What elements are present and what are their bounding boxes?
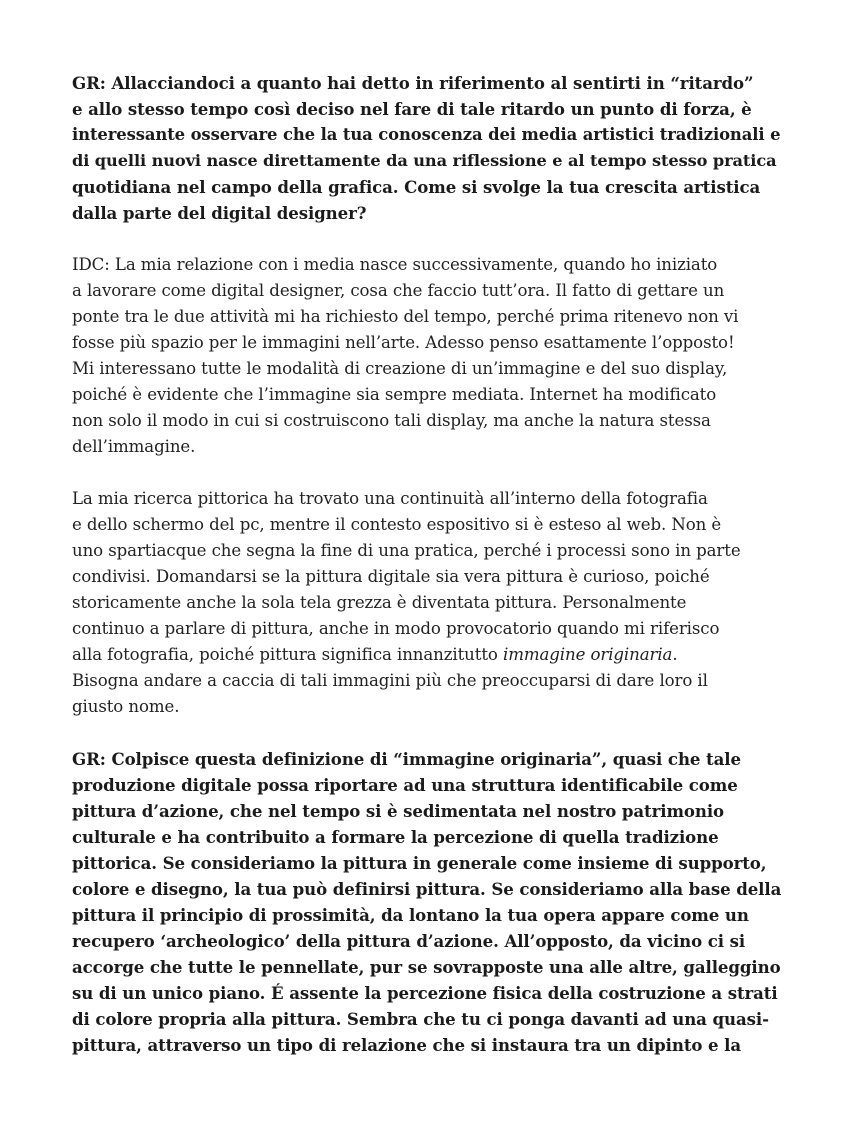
text-line: non solo il modo in cui si costruiscono tali display, ma anche la natura stessa [72,411,711,430]
document-page [72,70,784,1084]
text-line: La mia ricerca pittorica ha trovato una continuità all’interno della fotografia [72,489,708,508]
text-line: culturale e ha contribuito a formare la percezione di quella tradizione [72,827,719,847]
text-line-with-italic [72,642,784,668]
italic-term: immagine originaria [502,645,673,664]
text-segment: alla fotografia, poiché pittura significa innanzitutto [72,645,503,664]
text-line: Bisogna andare a caccia di tali immagini più che preoccuparsi di dare loro il [72,671,708,690]
text-line: pittura, attraverso un tipo di relazione che si instaura tra un dipinto e la [72,1035,742,1055]
text-line: interessante osservare che la tua conoscenza dei media artistici tradizionali e [72,125,781,144]
text-segment: . [672,645,678,664]
text-line: a lavorare come digital designer, cosa che faccio tutt’ora. Il fatto di gettare un [72,281,725,300]
text-line: su di un unico piano. É assente la percezione fisica della costruzione a strati [72,983,778,1003]
text-line: dalla parte del digital designer? [72,203,367,223]
text-line: e allo stesso tempo così deciso nel fare di tale ritardo un punto di forza, è [72,99,752,119]
text-line: condivisi. Domandarsi se la pittura digitale sia vera pittura è curioso, poiché [72,567,710,586]
text-line: recupero ‘archeologico’ della pittura d’azione. All’opposto, da vicino ci si [72,931,746,951]
text-line: pittura il principio di prossimità, da lontano la tua opera appare come un [72,905,749,925]
text-line: continuo a parlare di pittura, anche in modo provocatorio quando mi riferisco [72,619,720,638]
text-line: dell’immagine. [72,437,196,456]
text-line: colore e disegno, la tua può definirsi pittura. Se consideriamo alla base della [72,879,782,899]
text-line: poiché è evidente che l’immagine sia sempre mediata. Internet ha modificato [72,385,717,404]
text-line: accorge che tutte le pennellate, pur se sovrapposte una alle altre, galleggino [72,957,781,977]
text-line: pittura d’azione, che nel tempo si è sedimentata nel nostro patrimonio [72,801,725,821]
text-line: uno spartiacque che segna la fine di una pratica, perché i processi sono in parte [72,541,741,560]
text-line: quotidiana nel campo della grafica. Come si svolge la tua crescita artistica [72,177,761,197]
text-line: di quelli nuovi nasce direttamente da una riflessione e al tempo stesso pratica [72,151,777,170]
text-line: GR: Colpisce questa definizione di “immagine originaria”, quasi che tale [72,749,741,769]
question-paragraph-gr-2 [72,746,784,1058]
text-line: fosse più spazio per le immagini nell’arte. Adesso penso esattamente l’opposto! [72,333,735,352]
text-line: GR: Allacciandoci a quanto hai detto in riferimento al sentirti in “ritardo” [72,73,754,93]
text-line: e dello schermo del pc, mentre il contesto espositivo si è esteso al web. Non è [72,515,722,534]
text-line: produzione digitale possa riportare ad una struttura identificabile come [72,775,738,795]
text-line: storicamente anche la sola tela grezza è diventata pittura. Personalmente [72,593,687,612]
text-line: IDC: La mia relazione con i media nasce successivamente, quando ho iniziato [72,255,718,274]
answer-paragraph-idc-2 [72,486,784,720]
question-paragraph-gr-1 [72,70,784,226]
text-line: ponte tra le due attività mi ha richiesto del tempo, perché prima ritenevo non vi [72,307,739,326]
text-line: giusto nome. [72,697,180,716]
text-line: pittorica. Se consideriamo la pittura in generale come insieme di supporto, [72,853,767,873]
text-line: di colore propria alla pittura. Sembra che tu ci ponga davanti ad una quasi- [72,1009,769,1029]
answer-paragraph-idc-1 [72,252,784,460]
text-line: Mi interessano tutte le modalità di creazione di un’immagine e del suo display, [72,359,728,378]
